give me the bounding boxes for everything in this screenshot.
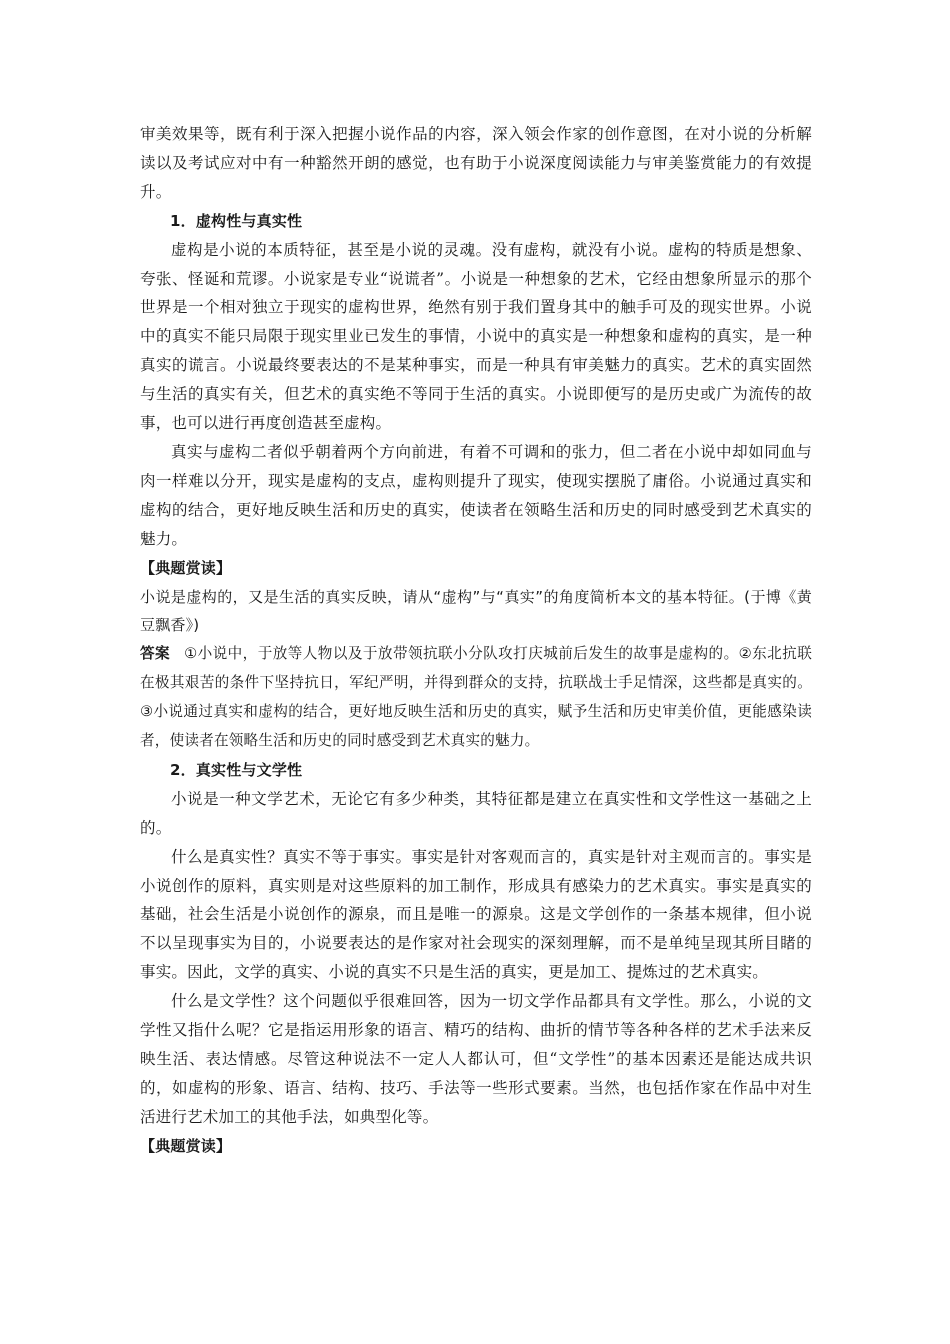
section1-paragraph-2: 真实与虚构二者似乎朝着两个方向前进，有着不可调和的张力，但二者在小说中却如同血与肉一样难以分开，现实是虚构的支点，虚构则提升了现实，使现实摆脱了庸俗。小说通过真实和虚构的结合，更好地反映生活和历史的真实，使读者在领略生活和历史的同时感受到艺术真实的魅力。 (140, 442, 812, 548)
section2-paragraph-1: 小说是一种文学艺术，无论它有多少种类，其特征都是建立在真实性和文学性这一基础之上的。 (140, 789, 812, 837)
section2-paragraph-3: 什么是文学性？这个问题似乎很难回答，因为一切文学作品都具有文学性。那么，小说的文学性又指什么呢？它是指运用形象的语言、精巧的结构、曲折的情节等各种各样的艺术手法来反映生活、表达情感。尽管这种说法不一定人人都认可，但“文学性”的基本因素还是能达成共识的，如虚构的形象、语言、结构、技巧、手法等一些形式要素。当然，也包括作家在作品中对生活进行艺术加工的其他手法，如典型化等。 (140, 992, 812, 1126)
section1-heading: 1．虚构性与真实性 (170, 211, 303, 230)
document-page (140, 120, 812, 1161)
intro-paragraph: 审美效果等，既有利于深入把握小说作品的内容，深入领会作家的创作意图，在对小说的分析解读以及考试应对中有一种豁然开朗的感觉，也有助于小说深度阅读能力与审美鉴赏能力的有效提升。 (140, 125, 812, 201)
answer-text: ①小说中，于放等人物以及于放带领抗联小分队攻打庆城前后发生的故事是虚构的。②东北抗联在极其艰苦的条件下坚持抗日，军纪严明，并得到群众的支持，抗联战士手足情深，这些都是真实的。③小说通过真实和虚构的结合，更好地反映生活和历史的真实，赋予生活和历史审美价值，更能感染读者，使读者在领略生活和历史的同时感受到艺术真实的魅力。 (140, 645, 812, 750)
section2-paragraph-2: 什么是真实性？真实不等于事实。事实是针对客观而言的，真实是针对主观而言的。事实是小说创作的原料，真实则是对这些原料的加工制作，形成具有感染力的艺术真实。事实是真实的基础，社会生活是小说创作的源泉，而且是唯一的源泉。这是文学创作的一条基本规律，但小说不以呈现事实为目的，小说要表达的是作家对社会现实的深刻理解，而不是单纯呈现其所目睹的事实。因此，文学的真实、小说的真实不只是生活的真实，更是加工、提炼过的艺术真实。 (140, 847, 812, 982)
example1-answer (140, 640, 812, 756)
section2-heading: 2．真实性与文学性 (170, 760, 303, 779)
example1-question: 小说是虚构的，又是生活的真实反映，请从“虚构”与“真实”的角度简析本文的基本特征。(于博《黄豆飘香》) (140, 587, 812, 635)
example2-label: 【典题赏读】 (140, 1136, 232, 1155)
section1-paragraph-1: 虚构是小说的本质特征，甚至是小说的灵魂。没有虚构，就没有小说。虚构的特质是想象、夸张、怪诞和荒谬。小说家是专业“说谎者”。小说是一种想象的艺术，它经由想象所显示的那个世界是一个相对独立于现实的虚构世界，绝然有别于我们置身其中的触手可及的现实世界。小说中的真实不能只局限于现实里业已发生的事情，小说中的真实是一种想象和虚构的真实，是一种真实的谎言。小说最终要表达的不是某种事实，而是一种具有审美魅力的真实。艺术的真实固然与生活的真实有关，但艺术的真实绝不等同于生活的真实。小说即便写的是历史或广为流传的故事，也可以进行再度创造甚至虚构。 (140, 240, 812, 433)
answer-label: 答案 (140, 645, 171, 663)
example1-label: 【典题赏读】 (140, 558, 232, 577)
